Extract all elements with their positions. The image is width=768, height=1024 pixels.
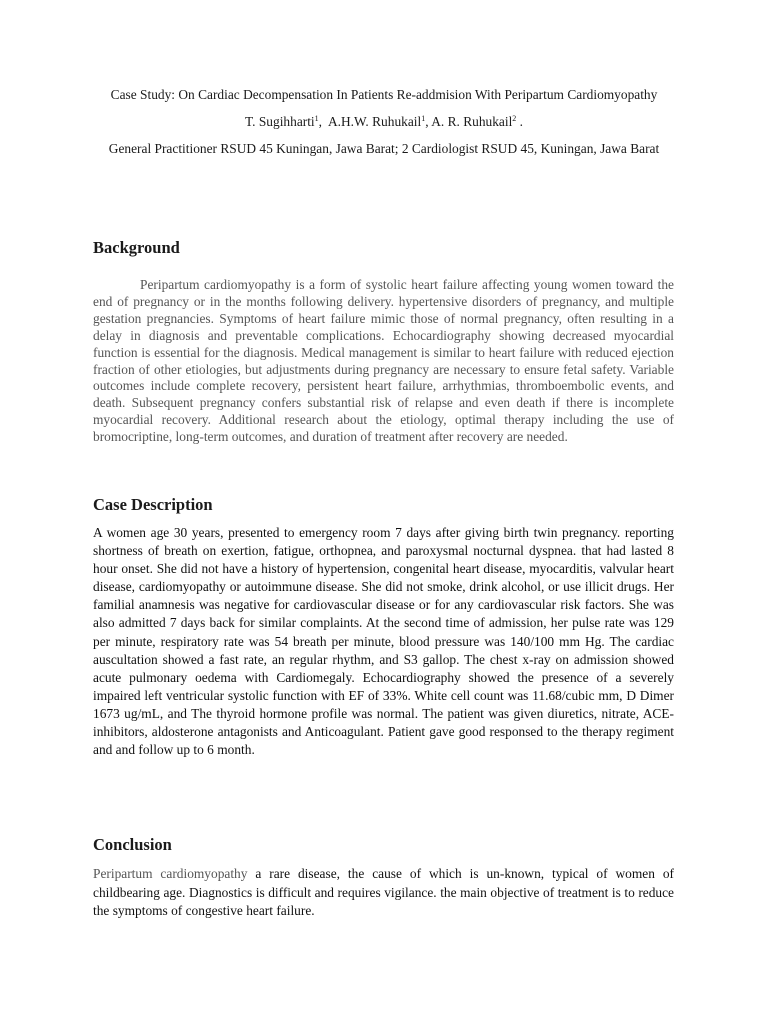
author-name: A. R. Ruhukail (431, 114, 513, 129)
author-affiliation-mark: 1 (421, 114, 426, 123)
paper-title: Case Study: On Cardiac Decompensation In Patients Re-addmision With Peripartum Cardiomyopathy (110, 87, 658, 102)
author-list (93, 113, 675, 131)
author-affiliation-mark: 2 (512, 114, 517, 123)
author-separator: . (516, 114, 523, 129)
background-paragraph: Peripartum cardiomyopathy is a form of systolic heart failure affecting young women toward the end of pregnancy or in the months following delivery. hypertensive disorders of pregnancy, and multiple gestation pregnancies. Symptoms of heart failure mimic those of normal pregnancy, often resulting in a delay in diagnosis and preventable complications. Echocardiography showing decreased myocardial function is essential for the diagnosis. Medical management is similar to heart failure with reduced ejection fraction of other etiologies, but adjustments during pregnancy are necessary to ensure fetal safety. Variable outcomes include complete recovery, persistent heart failure, arrhythmias, thromboembolic events, and death. Subsequent pregnancy confers substantial risk of relapse and even death if there is incomplete myocardial recovery. Additional research about the etiology, optimal therapy including the use of bromocriptine, long-term outcomes, and duration of treatment after recovery are needed. (93, 277, 674, 445)
author-name: T. Sugihharti (244, 114, 315, 129)
paper-header (93, 86, 675, 158)
conclusion-heading: Conclusion (93, 835, 172, 854)
case-description-heading: Case Description (93, 495, 213, 514)
author-separator: , (318, 114, 328, 129)
conclusion-text: a rare disease, the cause of which is un-known, typical of women of childbearing age. Diagnostics is difficult and requires vigilance. the main objective of treatment is to reduce the symptoms of congestive heart failure. (93, 866, 674, 918)
case-description-paragraph: A women age 30 years, presented to emergency room 7 days after giving birth twin pregnancy. reporting shortness of breath on exertion, fatigue, orthopnea, and paroxysmal nocturnal dyspnea. that had lasted 8 hour onset. She did not have a history of hypertension, congenital heart disease, myocarditis, valvular heart disease, cardiomyopathy or autoimmune disease. She did not smoke, drink alcohol, or use illicit drugs. Her familial anamnesis was negative for cardiovascular disease or for any cardiovascular risk factors. She was also admitted 7 days back for similar complaints. At the second time of admission, her pulse rate was 129 per minute, respiratory rate was 54 breath per minute, blood pressure was 140/100 mm Hg. The cardiac auscultation showed a fast rate, an regular rhythm, and S3 gallop. The chest x-ray on admission showed acute pulmonary oedema with Cardiomegaly. Echocardiography showed the presence of a severely impaired left ventricular systolic function with EF of 33%. White cell count was 11.68/cubic mm, D Dimer 1673 ug/mL, and The thyroid hormone profile was normal. The patient was given diuretics, nitrate, ACE-inhibitors, aldosterone antagonists and Anticoagulant. Patient gave good responsed to the therapy regiment and and follow up to 6 month. (93, 525, 674, 758)
author-separator: , (425, 114, 432, 129)
affiliation: General Practitioner RSUD 45 Kuningan, Jawa Barat; 2 Cardiologist RSUD 45, Kuningan, Jawa Barat (108, 141, 660, 156)
conclusion-paragraph (93, 865, 674, 921)
background-heading: Background (93, 238, 180, 257)
author-name: A.H.W. Ruhukail (327, 114, 422, 129)
conclusion-lead-term: Peripartum cardiomyopathy (93, 866, 248, 881)
author-affiliation-mark: 1 (314, 114, 319, 123)
